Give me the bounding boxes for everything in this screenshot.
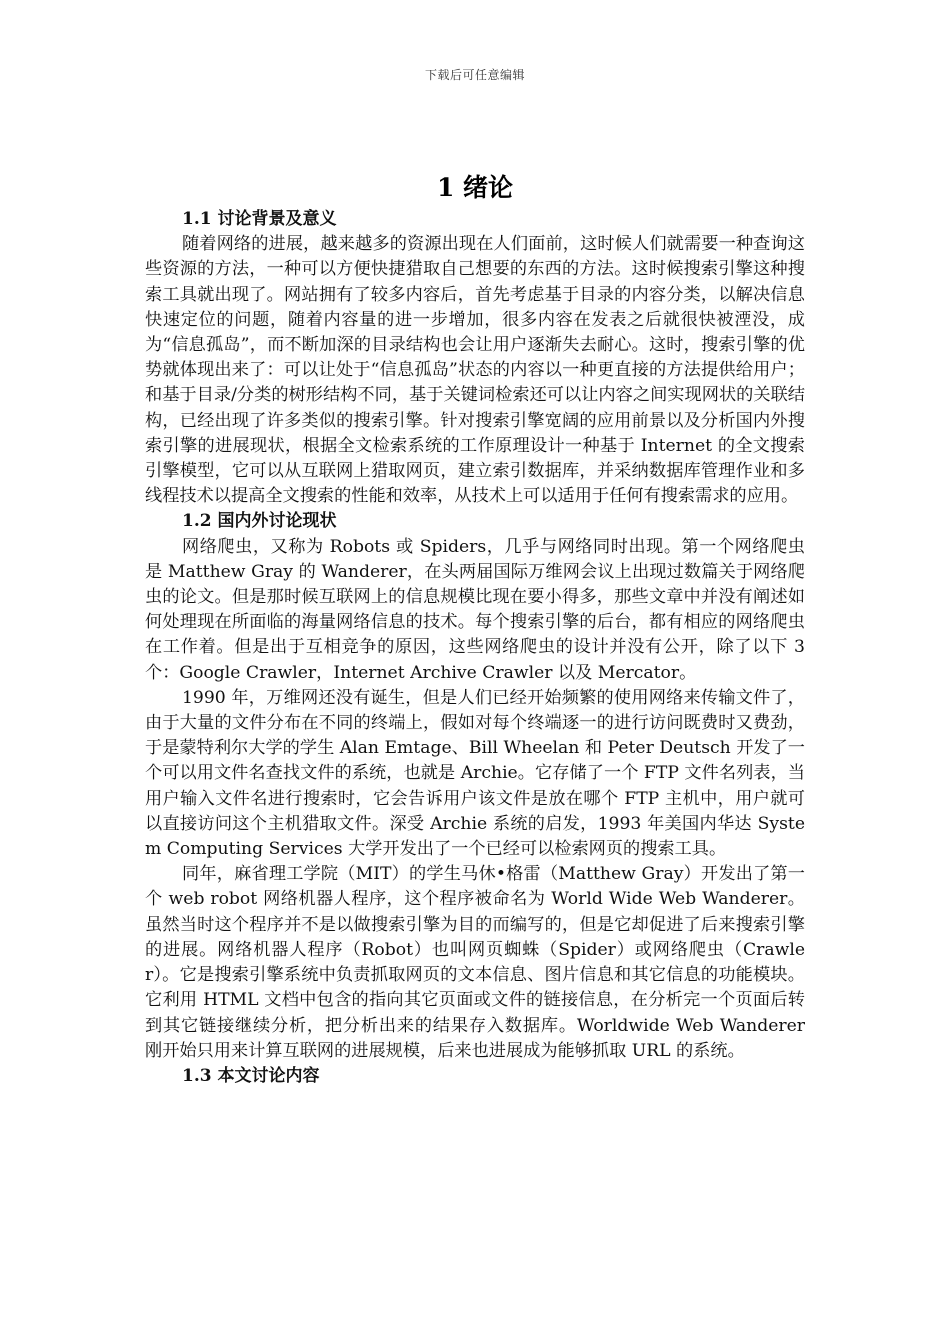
paragraph: 随着网络的进展，越来越多的资源出现在人们面前，这时候人们就需要一种查询这些资源的方法，一种可以方便快捷猎取自己想要的东西的方法。这时候搜索引擎这种搜索工具就出现了。网站拥有了较多内容后，首先考虑基于目录的内容分类，以解决信息快速定位的问题，随着内容量的进一步增加，很多内容在发表之后就很快被湮没，成为“信息孤岛”，而不断加深的目录结构也会让用户逐渐失去耐心。这时，搜索引擎的优势就体现出来了：可以让处于“信息孤岛”状态的内容以一种更直接的方法提供给用户；和基于目录/分类的树形结构不同，基于关键词检索还可以让内容之间实现网状的关联结构，已经出现了许多类似的搜索引擎。针对搜索引擎宽阔的应用前景以及分析国内外搜索引擎的进展现状，根据全文检索系统的工作原理设计一种基于 Internet 的全文搜索引擎模型，它可以从互联网上猎取网页，建立索引数据库，并采纳数据库管理作业和多线程技术以提高全文搜索的性能和效率，从技术上可以适用于任何有搜索需求的应用。 <box>145 234 805 507</box>
section-1-3 <box>145 1064 805 1089</box>
section-heading: 1.1 讨论背景及意义 <box>182 209 337 229</box>
section-heading: 1.3 本文讨论内容 <box>182 1065 320 1086</box>
chapter-title: 1 绪论 <box>436 173 514 202</box>
paragraph: 网络爬虫，又称为 Robots 或 Spiders，几乎与网络同时出现。第一个网络爬虫是 Matthew Gray 的 Wanderer，在头两届国际万维网会议上出现过数篇关于网络爬虫的论文。但是那时候互联网上的信息规模比现在要小得多，那些文章中并没有阐述如何处理现在所面临的海量网络信息的技术。每个搜索引擎的后台，都有相应的网络爬虫在工作着。但是出于互相竞争的原因，这些网络爬虫的设计并没有公开，除了以下 3 个：Google Crawler，Internet Archive Crawler 以及 Mercator。 <box>145 536 805 683</box>
section-1-1 <box>145 207 805 509</box>
section-heading: 1.2 国内外讨论现状 <box>182 511 337 532</box>
paragraph: 同年，麻省理工学院（MIT）的学生马休•格雷（Matthew Gray）开发出了第一个 web robot 网络机器人程序，这个程序被命名为 World Wide Web Wanderer。虽然当时这个程序并不是以做搜索引擎为目的而编写的，但是它却促进了后来搜索引擎的进展。网络机器人程序（Robot）也叫网页蜘蛛（Spider）或网络爬虫（Crawler）。它是搜索引擎系统中负责抓取网页的文本信息、图片信息和其它信息的功能模块。它利用 HTML 文档中包含的指向其它页面或文件的链接信息，在分析完一个页面后转到其它链接继续分析，把分析出来的结果存入数据库。Worldwide Web Wanderer 刚开始只用来计算互联网的进展规模，后来也进展成为能够抓取 URL 的系统。 <box>145 864 805 1061</box>
header-note: 下载后可任意编辑 <box>424 68 525 82</box>
document-body <box>145 207 805 1089</box>
paragraph: 1990 年，万维网还没有诞生，但是人们已经开始频繁的使用网络来传输文件了，由于大量的文件分布在不同的终端上，假如对每个终端逐一的进行访问既费时又费劲，于是蒙特利尔大学的学生 Alan Emtage、Bill Wheelan 和 Peter Deutsch 开发了一个可以用文件名查找文件的系统，也就是 Archie。它存储了一个 FTP 文件名列表，当用户输入文件名进行搜索时，它会告诉用户该文件是放在哪个 FTP 主机中，用户就可以直接访问这个主机猎取文件。深受 Archie 系统的启发，1993 年美国内华达 System Computing Services 大学开发出了一个已经可以检索网页的搜索工具。 <box>145 687 805 860</box>
section-1-2 <box>145 509 805 1063</box>
